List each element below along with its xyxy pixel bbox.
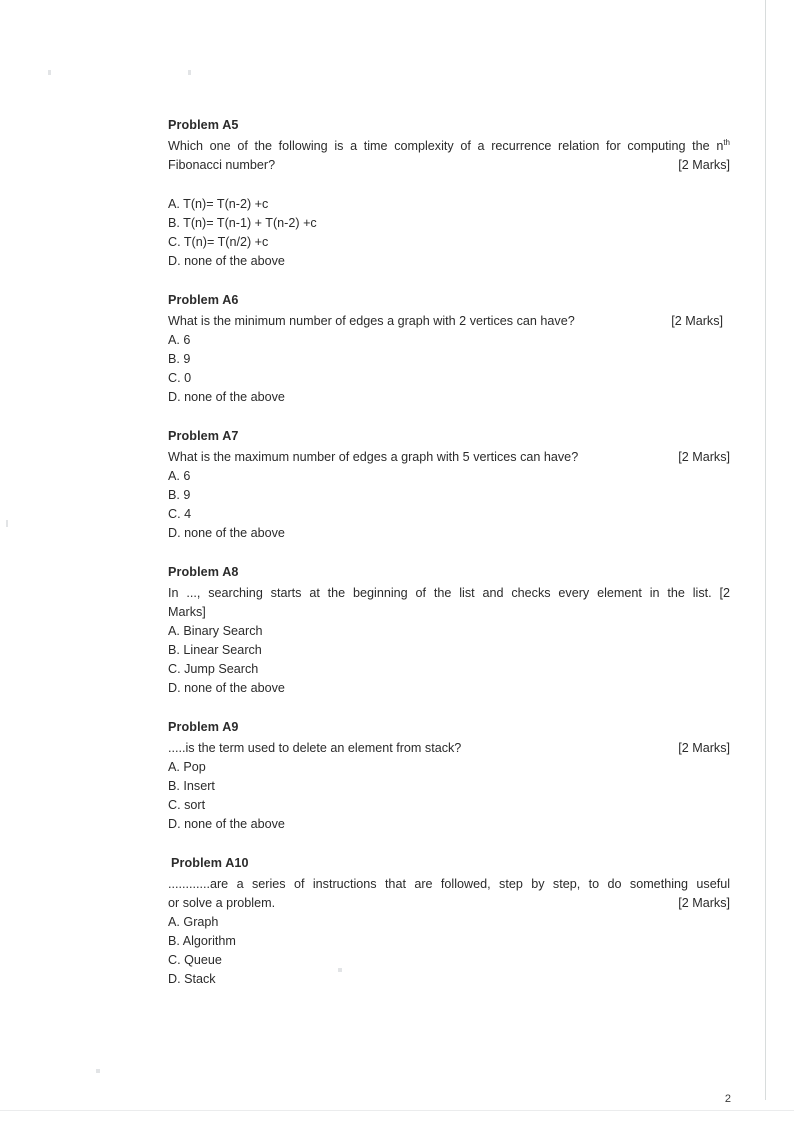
option-b[interactable]: B. Linear Search xyxy=(168,643,262,657)
scan-edge-line-bottom xyxy=(0,1110,794,1111)
option-a[interactable]: A. Binary Search xyxy=(168,624,263,638)
problem-a5-marks: [2 Marks] xyxy=(678,158,730,172)
problem-a10-stem-text-cont: or solve a problem. xyxy=(168,896,276,910)
problem-a9-options xyxy=(168,758,730,834)
problem-a10-marks: [2 Marks] xyxy=(678,896,730,910)
option-d[interactable]: D. Stack xyxy=(168,972,216,986)
option-c[interactable]: C. Jump Search xyxy=(168,662,259,676)
option-b[interactable]: B. Insert xyxy=(168,779,215,793)
problem-a8-stem xyxy=(168,584,730,622)
option-a[interactable]: A. 6 xyxy=(168,333,191,347)
problem-a6-options xyxy=(168,331,730,407)
scan-speckle xyxy=(48,70,51,75)
problem-a5-title: Problem A5 xyxy=(168,118,239,132)
problem-a7-options xyxy=(168,467,730,543)
problem-a10-stem-line-1: ............are a series of instructions that are followed, step by step, to do something useful xyxy=(168,877,730,891)
spacer xyxy=(168,698,730,718)
problem-a7-title: Problem A7 xyxy=(168,429,239,443)
problem-a7 xyxy=(168,427,730,543)
problem-a5-stem-text-cont: Fibonacci number? xyxy=(168,158,276,172)
option-a[interactable]: A. 6 xyxy=(168,469,191,483)
option-d[interactable]: D. none of the above xyxy=(168,254,285,268)
problem-a10-stem xyxy=(168,875,730,913)
problem-a8-options xyxy=(168,622,730,698)
option-d[interactable]: D. none of the above xyxy=(168,681,285,695)
option-c[interactable]: C. 0 xyxy=(168,371,192,385)
option-b[interactable]: B. 9 xyxy=(168,352,191,366)
problem-a9 xyxy=(168,718,730,834)
problem-a6 xyxy=(168,291,730,407)
spacer xyxy=(168,407,730,427)
problem-a7-marks: [2 Marks] xyxy=(678,450,730,464)
option-a[interactable]: A. T(n)= T(n-2) +c xyxy=(168,197,269,211)
option-c[interactable]: C. Queue xyxy=(168,953,222,967)
problem-a9-title: Problem A9 xyxy=(168,720,239,734)
problem-a8-title: Problem A8 xyxy=(168,565,239,579)
problem-a10-title: Problem A10 xyxy=(171,856,249,870)
problem-a7-stem-row xyxy=(168,448,730,467)
problem-a6-marks: [2 Marks] xyxy=(671,314,723,328)
problem-a6-title: Problem A6 xyxy=(168,293,239,307)
option-c[interactable]: C. sort xyxy=(168,798,206,812)
page-number: 2 xyxy=(724,1093,731,1105)
scan-speckle xyxy=(188,70,191,75)
problem-a8-stem-line-1: In ..., searching starts at the beginning of the list and checks every element in the list. [2 xyxy=(168,586,730,600)
problem-a6-stem-row xyxy=(168,312,730,331)
problem-a8-stem-line-2: Marks] xyxy=(168,605,206,619)
spacer xyxy=(168,543,730,563)
problem-a10-options xyxy=(168,913,730,989)
option-c[interactable]: C. 4 xyxy=(168,507,192,521)
problem-a5-stem-text: Which one of the following is a time complexity of a recurrence relation for computing the n xyxy=(168,139,724,153)
option-a[interactable]: A. Pop xyxy=(168,760,206,774)
problem-a10-stem-line-2 xyxy=(168,894,730,913)
option-c[interactable]: C. T(n)= T(n/2) +c xyxy=(168,235,269,249)
problem-a10 xyxy=(168,854,730,989)
problem-a5 xyxy=(168,116,730,271)
problem-a5-stem-line-1 xyxy=(168,137,730,156)
problem-a5-options xyxy=(168,195,730,271)
option-b[interactable]: B. Algorithm xyxy=(168,934,236,948)
spacer xyxy=(168,834,730,854)
scan-edge-line-right xyxy=(765,0,766,1100)
option-b[interactable]: B. T(n)= T(n-1) + T(n-2) +c xyxy=(168,216,317,230)
problem-a9-stem: .....is the term used to delete an element from stack? xyxy=(168,741,462,755)
problem-a5-stem xyxy=(168,137,730,175)
problem-a9-stem-row xyxy=(168,739,730,758)
exam-content xyxy=(168,116,730,989)
problem-a7-stem: What is the maximum number of edges a graph with 5 vertices can have? xyxy=(168,450,579,464)
problem-a6-stem: What is the minimum number of edges a graph with 2 vertices can have? xyxy=(168,314,575,328)
spacer xyxy=(168,271,730,291)
ordinal-superscript: th xyxy=(723,137,730,147)
problem-a8 xyxy=(168,563,730,698)
option-b[interactable]: B. 9 xyxy=(168,488,191,502)
option-a[interactable]: A. Graph xyxy=(168,915,219,929)
spacer xyxy=(168,175,730,195)
option-d[interactable]: D. none of the above xyxy=(168,526,285,540)
problem-a5-stem-line-2 xyxy=(168,156,730,175)
scan-speckle xyxy=(6,520,8,527)
scan-speckle xyxy=(96,1069,100,1073)
option-d[interactable]: D. none of the above xyxy=(168,817,285,831)
option-d[interactable]: D. none of the above xyxy=(168,390,285,404)
problem-a9-marks: [2 Marks] xyxy=(678,741,730,755)
